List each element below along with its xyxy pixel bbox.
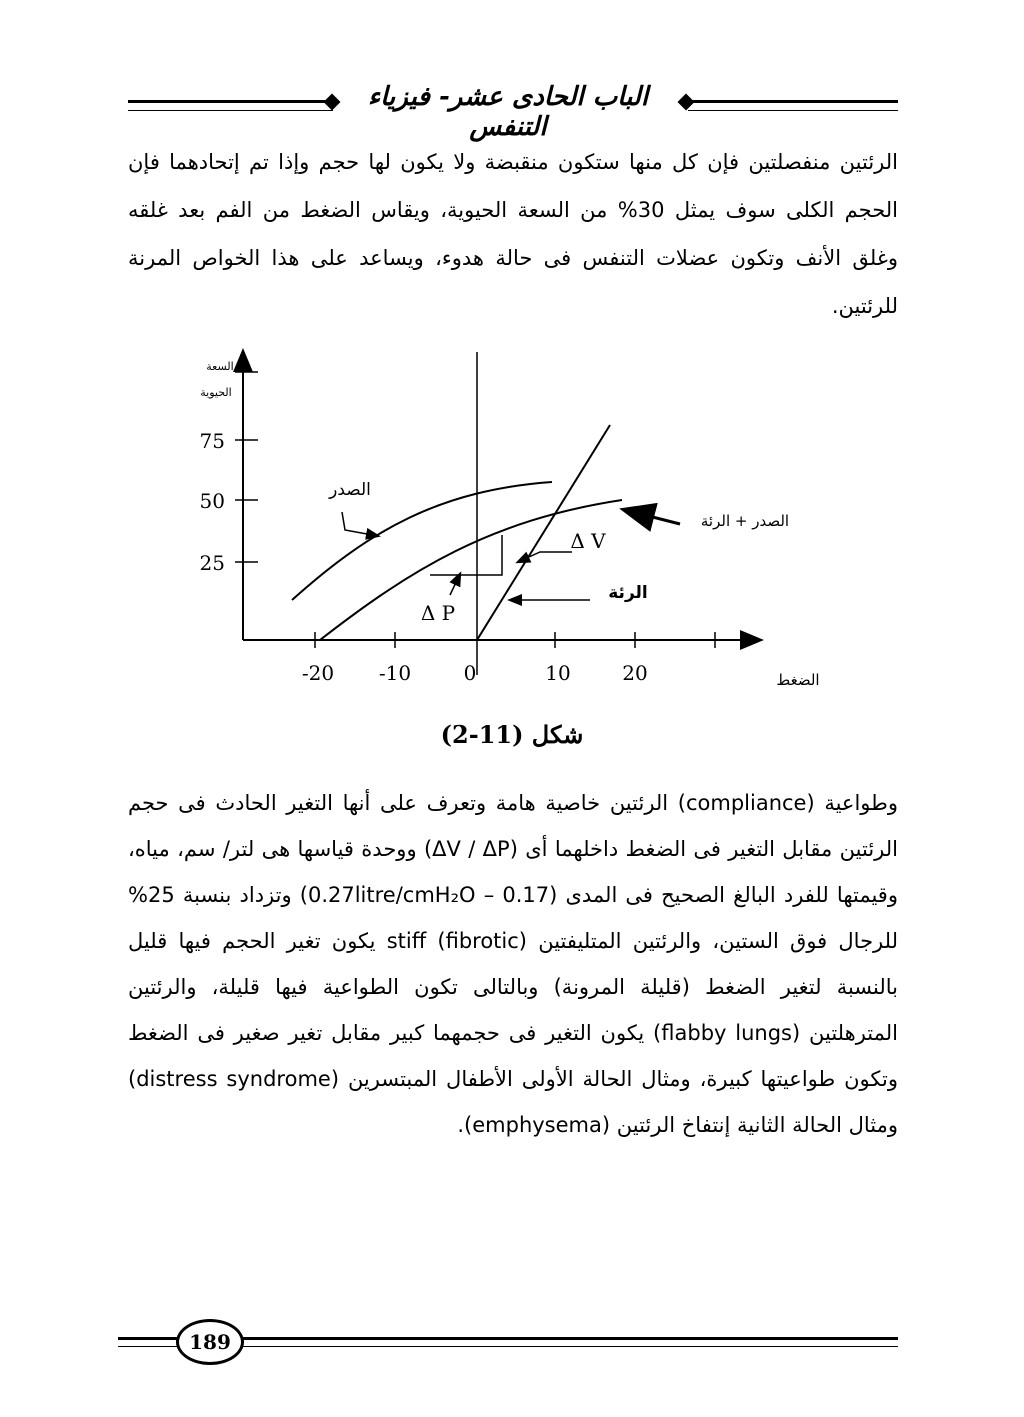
label-chest: الصدر (329, 480, 371, 500)
page-footer (118, 1315, 898, 1365)
x-tick-minus10: -10 (378, 661, 412, 685)
x-axis-title: الضغط (776, 671, 820, 689)
paragraph-compliance: وطواعية (compliance) الرئتين خاصية هامة وتعرف على أنها التغير الحادث فى حجم الرئتين مقابل التغير فى الضغط داخلهما أى (ΔV / ΔP) ووحدة قياسها هى لتر/ سم، مياه، وقيمتها للفرد البالغ الصحيح فى المدى (0.17 – 0.27litre/cmH₂O) وتزداد بنسبة 25% للرجال فوق الستين، والرئتين المتليفتين stiff (fibrotic) يكون تغير الحجم فيها قليل بالنسبة لتغير الضغط (قليلة المرونة) وبالتالى تكون الطواعية فيها قليلة، والرئتين المترهلتين (flabby lungs) يكون التغير فى حجمهما كبير مقابل تغير صغير فى الضغط وتكون طواعيتها كبيرة، ومثال الحالة الأولى الأطفال المبتسرين (distress syndrome) ومثال الحالة الثانية إنتفاخ الرئتين (emphysema). (128, 791, 898, 1137)
label-chest-lung: الصدر + الرئة (700, 512, 790, 530)
header-rule-left (128, 100, 333, 111)
label-delta-v: Δ V (570, 529, 606, 553)
y-axis-title-1: السعة (206, 360, 234, 373)
y-tick-50: 50 (199, 489, 225, 513)
figure-caption: شكل (11-2) (440, 720, 584, 749)
delta-p-arrow (450, 574, 460, 595)
x-tick-10: 10 (545, 661, 571, 685)
page-header (128, 72, 898, 142)
y-axis-title-2: الحيوية (200, 386, 232, 399)
label-lung: الرئة (608, 583, 648, 603)
header-title: الباب الحادى عشر- فيزياء التنفس (367, 82, 649, 142)
y-tick-25: 25 (199, 551, 225, 575)
chest-arrow (342, 512, 378, 536)
y-tick-75: 75 (199, 429, 225, 453)
label-delta-p: Δ P (420, 601, 456, 625)
x-tick-minus20: -20 (301, 661, 335, 685)
page-number: 189 (176, 1319, 244, 1365)
paragraph-intro: الرئتين منفصلتين فإن كل منها ستكون منقبضة ولا يكون لها حجم وإذا تم إتحادهما فإن الحجم الكلى سوف يمثل 30% من السعة الحيوية، ويقاس الضغط من الفم بعد غلقه وغلق الأنف وتكون عضلات التنفس فى حالة هدوء، ويساعد على هذا الخواص المرنة للرئتين. (128, 150, 899, 318)
chest-lung-curve (320, 500, 622, 640)
x-tick-20: 20 (622, 661, 648, 685)
header-rule-right (688, 100, 898, 111)
x-tick-0: 0 (463, 661, 477, 685)
figure-lung-compliance (180, 340, 860, 700)
figure-svg (180, 340, 860, 700)
chest-lung-arrow (625, 510, 680, 524)
delta-step (430, 535, 502, 575)
